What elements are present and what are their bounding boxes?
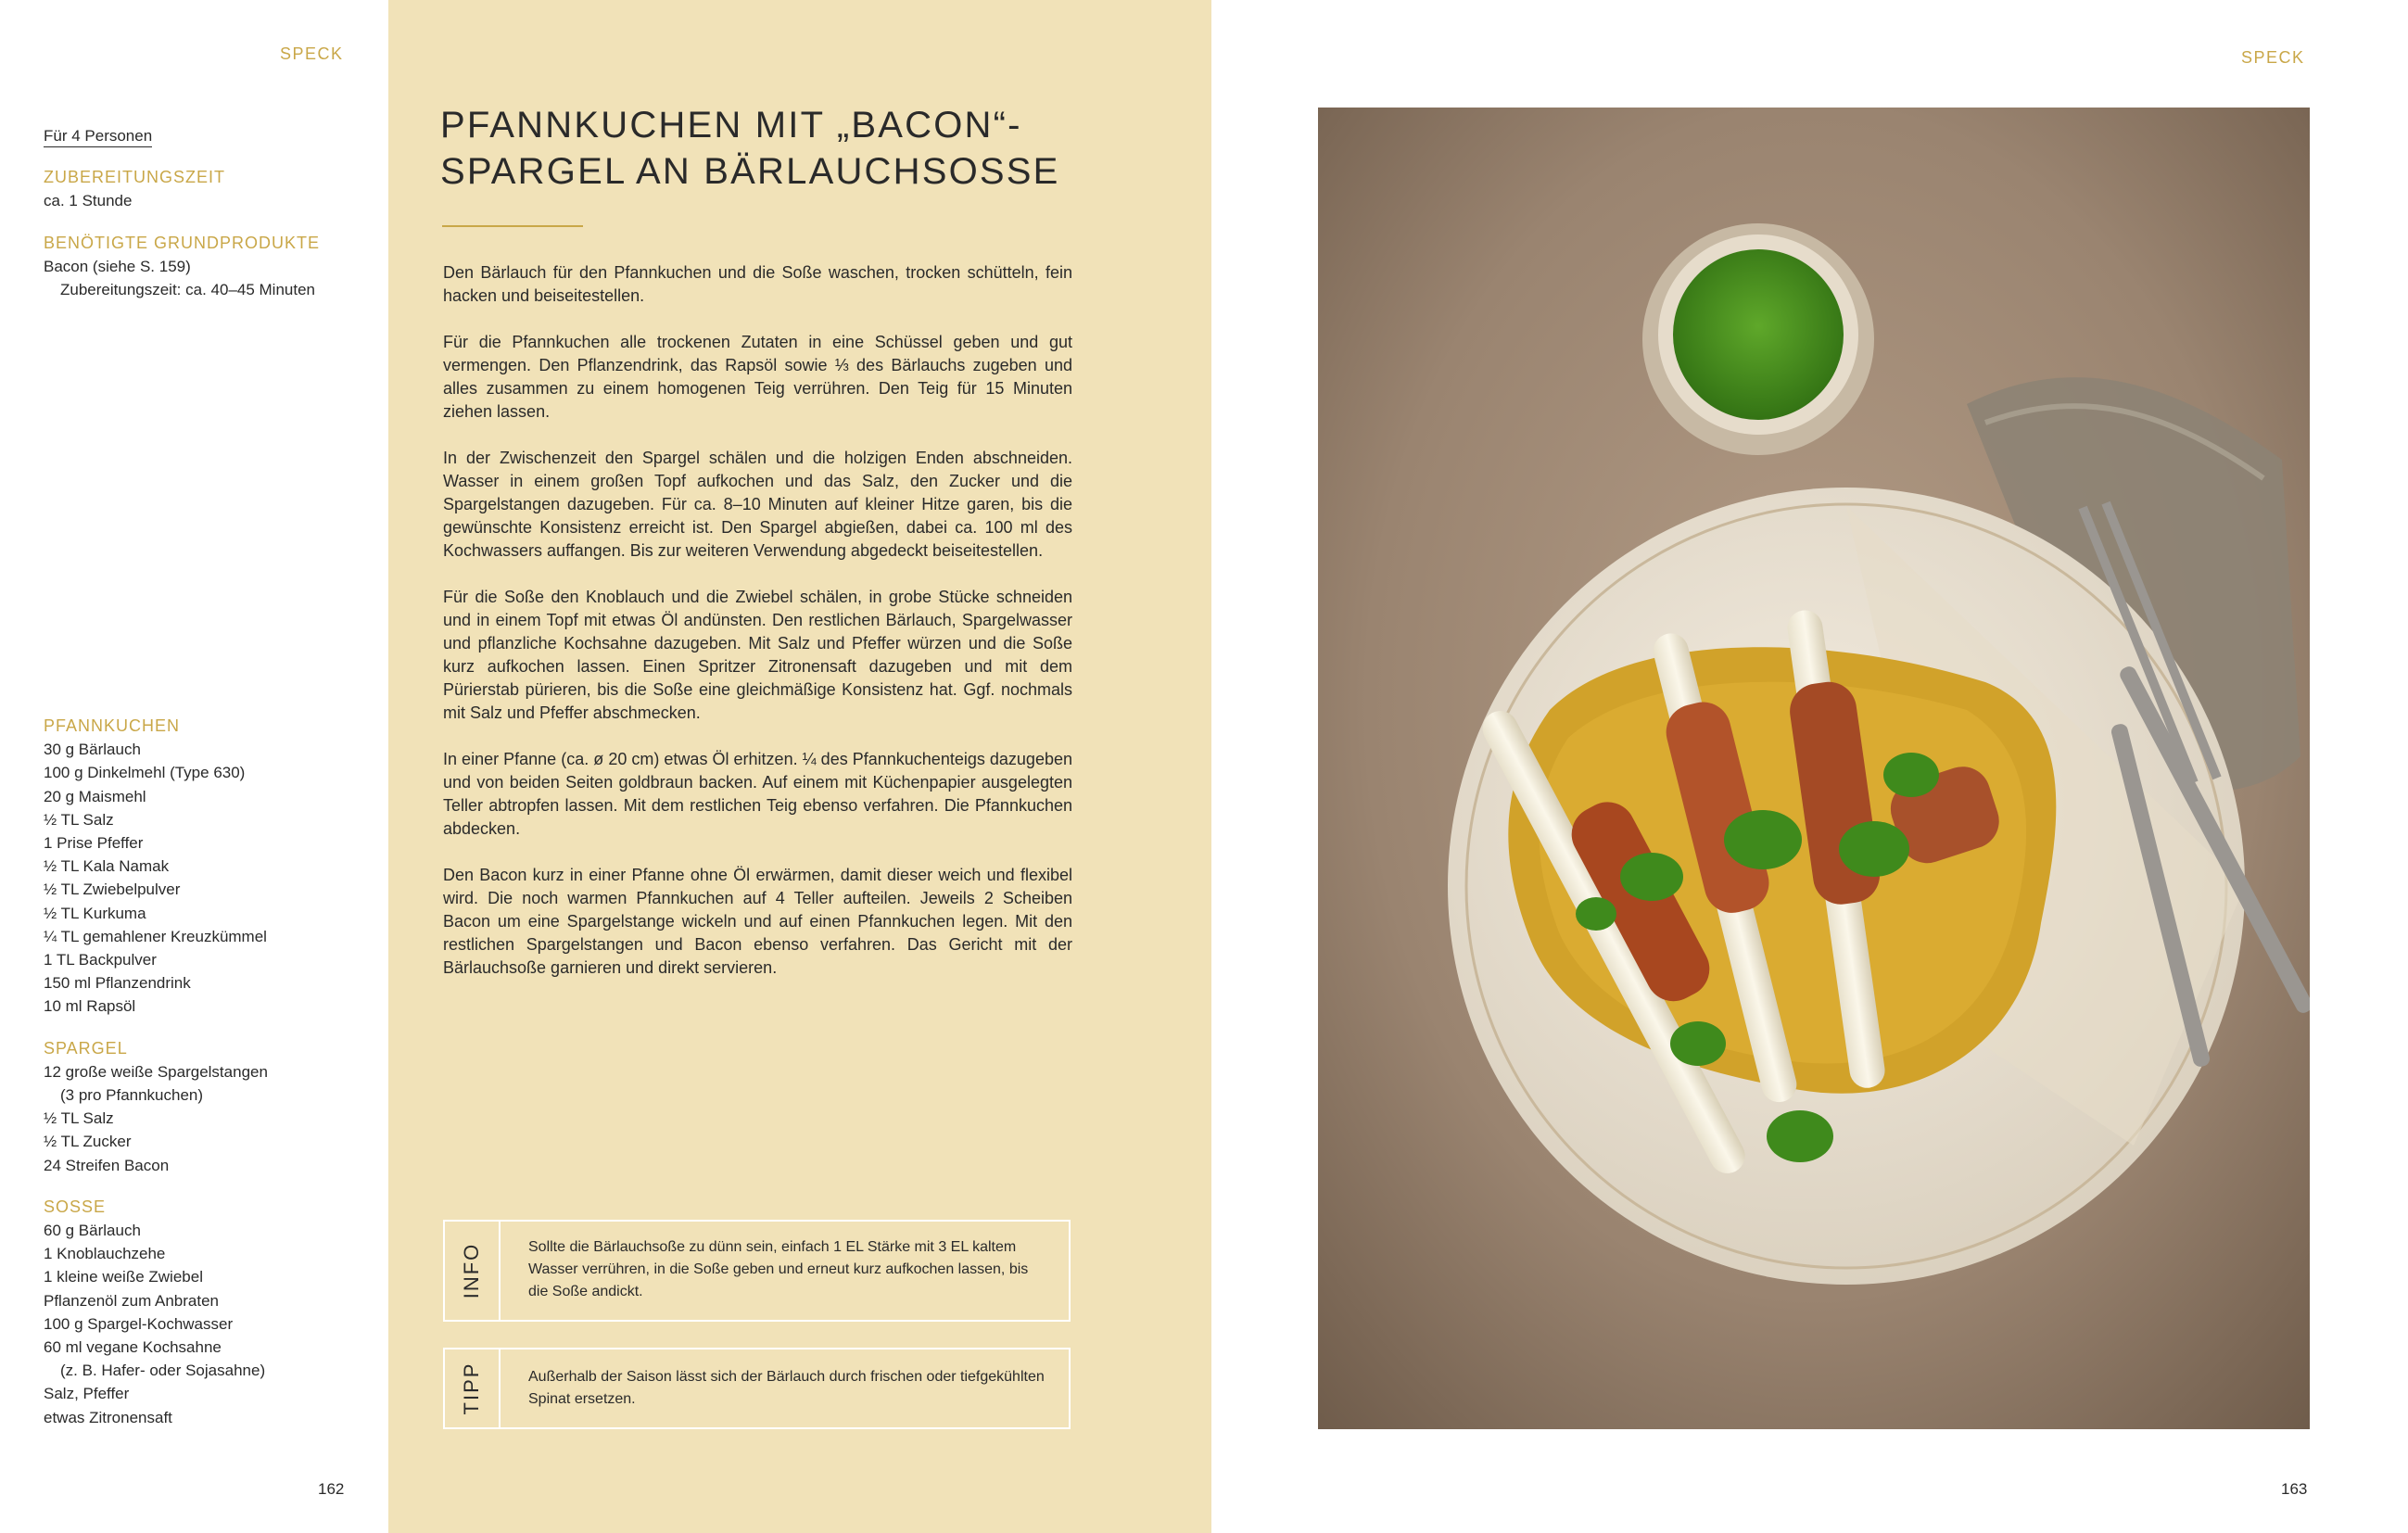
title-divider bbox=[442, 225, 583, 227]
ingredient-item: 24 Streifen Bacon bbox=[44, 1156, 170, 1174]
servings: Für 4 Personen bbox=[44, 126, 152, 147]
ingredient-item: ½ TL Zwiebelpulver bbox=[44, 881, 181, 899]
recipe-instructions bbox=[443, 261, 1072, 1003]
ingredient-item: 30 g Bärlauch bbox=[44, 741, 141, 759]
tip-box-label-column bbox=[445, 1349, 501, 1427]
ingredients-list bbox=[44, 715, 359, 1429]
ingredient-item: etwas Zitronensaft bbox=[44, 1408, 172, 1426]
ingredient-item: 1 Knoblauchzehe bbox=[44, 1245, 166, 1263]
instruction-paragraph: In der Zwischenzeit den Spargel schälen und die holzigen Enden abschneiden. Wasser in einem großen Topf aufkochen und das Salz, den Zucker und die Spargelstangen dazugeben. Für ca. 8–10 Minuten auf kleiner Hitze garen, bis die gewünschte Konsistenz erreicht ist. Den Spargel abgießen, dabei ca. 100 ml des Kochwassers auffangen. Bis zur weiteren Verwendung abgedeckt beiseitestellen. bbox=[443, 449, 1072, 560]
ingredient-item: (z. B. Hafer- oder Sojasahne) bbox=[60, 1362, 266, 1380]
ingredient-item: 150 ml Pflanzendrink bbox=[44, 974, 191, 993]
recipe-title-line-1: PFANNKUCHEN MIT „BACON“- bbox=[440, 105, 1022, 146]
ingredient-item: 10 ml Rapsöl bbox=[44, 997, 136, 1016]
page-number-right: 163 bbox=[2281, 1480, 2308, 1498]
basics-heading: BENÖTIGTE GRUNDPRODUKTE bbox=[44, 233, 321, 252]
tip-box bbox=[443, 1348, 1071, 1429]
ingredient-item: 60 ml vegane Kochsahne bbox=[44, 1338, 222, 1357]
tip-box-text: Außerhalb der Saison lässt sich der Bärlauch durch frischen oder tiefgekühlten Spinat ersetzen. bbox=[528, 1369, 1045, 1407]
prep-time-heading: ZUBEREITUNGSZEIT bbox=[44, 168, 226, 187]
running-header-right: SPECK bbox=[2241, 48, 2305, 67]
instruction-paragraph: Für die Soße den Knoblauch und die Zwiebel schälen, in grobe Stücke schneiden und in einem Topf mit etwas Öl andünsten. Den restlichen Bärlauch, Spargelwasser und pflanzliche Kochsahne dazugeben. Mit Salz und Pfeffer würzen und die Soße kurz aufkochen lassen. Einen Spritzer Zitronensaft dazugeben und mit dem Pürierstab pürieren, bis die Soße eine gleichmäßige Konsistenz hat. Ggf. nochmals mit Salz und Pfeffer abschmecken. bbox=[443, 588, 1072, 722]
dish-photo bbox=[1318, 108, 2310, 1429]
ingredient-item: ½ TL Salz bbox=[44, 810, 114, 829]
ingredient-item: 1 TL Backpulver bbox=[44, 951, 157, 969]
ingredient-group-heading-spargel: SPARGEL bbox=[44, 1038, 128, 1058]
recipe-title-line-2: SPARGEL AN BÄRLAUCHSOSSE bbox=[440, 151, 1060, 192]
ingredient-item: 12 große weiße Spargelstangen bbox=[44, 1062, 268, 1081]
info-box-text: Sollte die Bärlauchsoße zu dünn sein, einfach 1 EL Stärke mit 3 EL kaltem Wasser verrühren, in die Soße geben und erneut kurz aufkochen lassen, bis die Soße andickt. bbox=[528, 1239, 1029, 1299]
basics-item-detail: Zubereitungszeit: ca. 40–45 Minuten bbox=[60, 281, 316, 299]
instruction-paragraph: In einer Pfanne (ca. ø 20 cm) etwas Öl erhitzen. ¼ des Pfannkuchenteigs dazugeben und von beiden Seiten goldbraun backen. Auf einem mit Küchenpapier ausgelegten Teller abtropfen lassen. Mit dem restlichen Teig ebenso verfahren. Die Pfannkuchen abdecken. bbox=[443, 750, 1072, 838]
instruction-paragraph: Den Bacon kurz in einer Pfanne ohne Öl erwärmen, damit dieser weich und flexibel wird. Die noch warmen Pfannkuchen auf 4 Teller aufteilen. Jeweils 2 Scheiben Bacon um eine Spargelstange wickeln und auf einen Pfannkuchen legen. Mit den restlichen Spargelstangen und Bacon ebenso verfahren. Das Gericht mit der Bärlauchsoße garnieren und direkt servieren. bbox=[443, 866, 1072, 977]
ingredient-item: ½ TL Kurkuma bbox=[44, 904, 146, 922]
ingredient-item: ¼ TL gemahlener Kreuzkümmel bbox=[44, 927, 267, 945]
basics-item: Bacon (siehe S. 159) bbox=[44, 257, 191, 275]
info-box bbox=[443, 1220, 1071, 1322]
tip-box-label: TIPP bbox=[460, 1362, 483, 1415]
ingredient-item: 1 Prise Pfeffer bbox=[44, 834, 144, 853]
recipe-title bbox=[440, 102, 1145, 195]
ingredient-item: 60 g Bärlauch bbox=[44, 1222, 141, 1240]
page-number-left: 162 bbox=[318, 1480, 345, 1498]
running-header-left: SPECK bbox=[280, 44, 344, 63]
info-box-label: INFO bbox=[460, 1242, 483, 1299]
ingredient-item: Salz, Pfeffer bbox=[44, 1385, 130, 1403]
instruction-paragraph: Den Bärlauch für den Pfannkuchen und die Soße waschen, trocken schütteln, fein hacken und beiseitestellen. bbox=[443, 263, 1072, 305]
ingredient-group-heading-pfannkuchen: PFANNKUCHEN bbox=[44, 716, 181, 735]
info-box-label-column bbox=[445, 1222, 501, 1320]
ingredient-group-heading-sosse: SOSSE bbox=[44, 1197, 107, 1216]
ingredient-item: ½ TL Kala Namak bbox=[44, 857, 170, 876]
ingredient-item: (3 pro Pfannkuchen) bbox=[60, 1086, 204, 1105]
ingredient-item: 1 kleine weiße Zwiebel bbox=[44, 1268, 203, 1286]
ingredient-item: ½ TL Salz bbox=[44, 1109, 114, 1128]
ingredient-item: 20 g Maismehl bbox=[44, 787, 146, 805]
prep-time-value: ca. 1 Stunde bbox=[44, 192, 133, 210]
ingredient-item: ½ TL Zucker bbox=[44, 1133, 132, 1151]
ingredient-item: 100 g Dinkelmehl (Type 630) bbox=[44, 764, 246, 782]
recipe-meta bbox=[44, 124, 359, 301]
ingredient-item: Pflanzenöl zum Anbraten bbox=[44, 1291, 220, 1310]
instruction-paragraph: Für die Pfannkuchen alle trockenen Zutaten in eine Schüssel geben und gut vermengen. Den Pflanzendrink, das Rapsöl sowie ⅓ des Bärlauchs zugeben und alles zusammen zu einem homogenen Teig verrühren. Den Teig für 15 Minuten ziehen lassen. bbox=[443, 333, 1072, 421]
ingredient-item: 100 g Spargel-Kochwasser bbox=[44, 1314, 234, 1333]
